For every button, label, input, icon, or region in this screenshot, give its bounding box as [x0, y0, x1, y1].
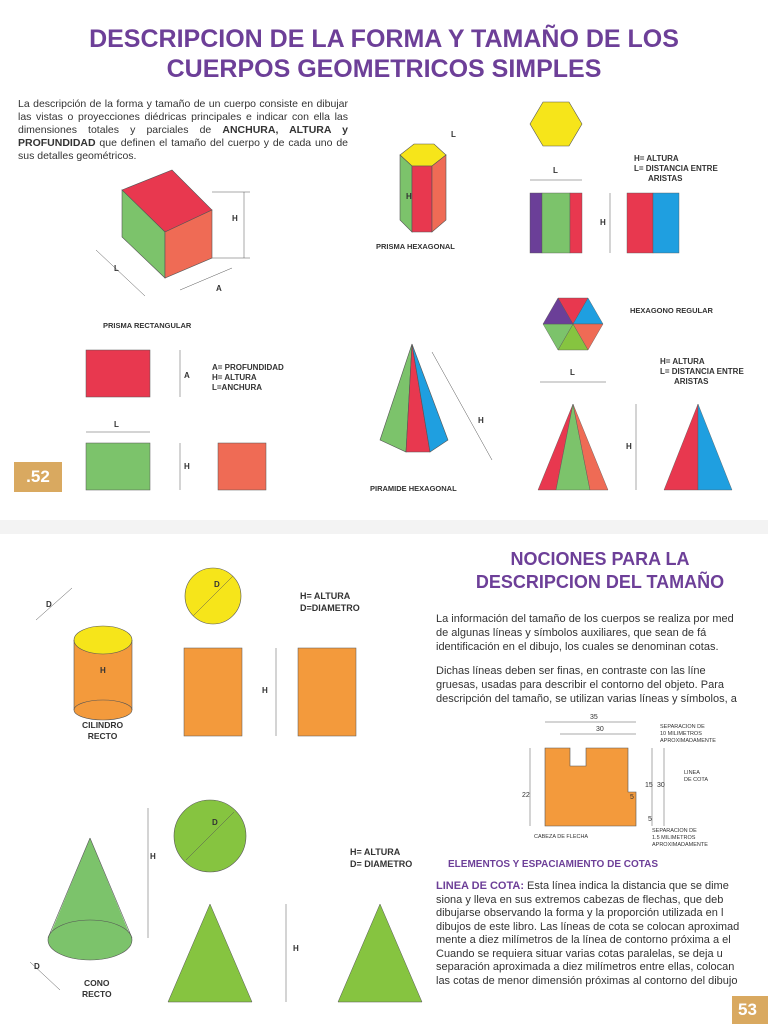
lc-line: Cuando se requiera situar varias cotas paralelas, se deja u — [436, 947, 723, 960]
lc-line: las cotas de menor dimensión próximas al contorno del dibujo — [436, 974, 738, 987]
section-title-1: NOCIONES PARA LA — [510, 549, 690, 569]
para-2 — [436, 664, 768, 706]
lc-line: Esta línea indica la distancia que se dime — [524, 880, 729, 892]
linea-cota-line: LINEA — [684, 770, 700, 776]
dim-h-rect: H — [232, 214, 238, 223]
dim-d-cone-top: D — [212, 818, 218, 827]
hex-legend-h: H= ALTURA — [634, 154, 679, 163]
pyr-legend-h: H= ALTURA — [660, 357, 705, 366]
intro-text-1: La descripción de la forma y tamaño de un cuerpo consiste en dibujar las vistas o proyecciones diédricas principales e indicar con ella las dimensiones totales y parciales de — [18, 98, 348, 136]
dim-30-side: 30 — [657, 782, 665, 789]
cone-caption — [82, 978, 112, 1000]
intro-text-2: que definen el tamaño del cuerpo y de cada uno de sus detalles geométricos. — [18, 137, 348, 162]
legend-l: L=ANCHURA — [212, 383, 262, 392]
linea-cota-label — [684, 770, 708, 784]
cone-views — [168, 800, 422, 1002]
page-divider — [0, 520, 768, 534]
intro-bold: ANCHURA, ALTURA y PROFUNDIDAD — [18, 124, 349, 149]
sep-15-label — [652, 828, 708, 849]
legend-h: H= ALTURA — [212, 373, 257, 382]
dim-d-cyl-iso: D — [46, 600, 52, 609]
cabeza-flecha-label: CABEZA DE FLECHA — [534, 834, 589, 840]
hex-prism-legend — [634, 154, 718, 184]
lc-line: separación aproximada a diez milímetros entre ellas, colocan — [436, 961, 735, 973]
pyr-legend — [660, 357, 744, 387]
lc-line: siona y lleva en sus extremos cabezas de flechas, que deb — [436, 893, 724, 906]
cyl-legend — [300, 590, 360, 614]
dim-d-cone-iso: D — [34, 962, 40, 971]
hex-pyramid-views — [538, 404, 732, 490]
sep-10-label — [660, 724, 716, 745]
linea-cota-paragraph — [436, 880, 768, 988]
section-title — [440, 548, 760, 594]
dim-h-view: H — [184, 462, 190, 471]
hex-legend-aristas: ARISTAS — [648, 174, 683, 183]
linea-cota-line: DE COTA — [684, 777, 709, 783]
dim-a-view: A — [184, 371, 190, 380]
cyl-caption-2: RECTO — [87, 731, 118, 741]
para-2-line: Dichas líneas deben ser finas, en contraste con las líne — [436, 665, 706, 677]
cyl-caption-1: CILINDRO — [82, 720, 124, 730]
dim-h-hex-view: H — [600, 218, 606, 227]
dim-30-top: 30 — [596, 726, 604, 733]
dim-h-cyl-iso: H — [100, 666, 106, 675]
dim-22: 22 — [522, 792, 530, 799]
sep15-line: SEPARACION DE — [652, 828, 697, 834]
para-1-line: La información del tamaño de los cuerpos se realiza por med — [436, 613, 734, 625]
dim-h-pyr-iso: H — [478, 416, 484, 425]
cone-legend-d: D= DIAMETRO — [350, 859, 413, 869]
pyr-legend-l: L= DISTANCIA ENTRE — [660, 367, 744, 376]
dim-5b: 5 — [648, 816, 652, 823]
hex-legend-l: L= DISTANCIA ENTRE — [634, 164, 718, 173]
cylinder-caption — [82, 720, 123, 742]
section-title-2: DESCRIPCION DEL TAMAÑO — [475, 572, 725, 592]
para-1-line: de algunas líneas y símbolos auxiliares, que sean de fá — [436, 627, 707, 639]
dim-l-rect: L — [114, 264, 119, 273]
cone-caption-2: RECTO — [82, 989, 112, 999]
dim-h-cone-view: H — [293, 944, 299, 953]
subtitle: ELEMENTOS Y ESPACIAMIENTO DE COTAS — [448, 859, 659, 870]
sep10-line: 10 MILIMETROS — [660, 731, 702, 737]
page-number-53: 53 — [732, 996, 768, 1024]
legend-a: A= PROFUNDIDAD — [212, 363, 284, 372]
rect-prism-isometric — [96, 170, 250, 296]
rect-legend — [212, 363, 284, 393]
linea-cota-heading: LINEA DE COTA: — [436, 880, 524, 892]
rect-prism-caption: PRISMA RECTANGULAR — [103, 321, 192, 330]
dim-l-hex-reg: L — [570, 368, 575, 377]
hex-pyramid-caption: PIRAMIDE HEXAGONAL — [370, 484, 457, 493]
hex-regular-caption: HEXAGONO REGULAR — [630, 306, 713, 315]
sep10-line: APROXIMADAMENTE — [660, 738, 716, 744]
hex-prism-caption: PRISMA HEXAGONAL — [376, 242, 455, 251]
cyl-legend-h: H= ALTURA — [300, 591, 351, 601]
lc-line: mente a diez milímetros de la línea de contorno próxima a el — [436, 934, 731, 946]
dim-15: 15 — [645, 782, 653, 789]
para-1 — [436, 612, 768, 654]
dim-h-cyl-view: H — [262, 686, 268, 695]
dim-h-hex-iso: H — [406, 192, 412, 201]
title-line-1: DESCRIPCION DE LA FORMA Y TAMAÑO DE LOS — [89, 25, 679, 53]
dim-l-view: L — [114, 420, 119, 429]
para-2-line: descripción del tamaño, se utilizan varias líneas y símbolos, a — [436, 693, 737, 705]
dim-l-hex-iso: L — [451, 130, 456, 139]
dim-h-cone-iso: H — [150, 852, 156, 861]
cyl-legend-d: D=DIAMETRO — [300, 603, 360, 613]
cone-legend — [350, 846, 412, 870]
dim-35: 35 — [590, 714, 598, 721]
hex-prism-isometric — [400, 144, 446, 232]
lc-line: dibujarse observando la forma y la proporción utilizada en l — [436, 907, 724, 919]
dim-5a: 5 — [630, 794, 634, 801]
pyr-legend-aristas: ARISTAS — [674, 377, 709, 386]
dim-l-hex-top: L — [553, 166, 558, 175]
dim-a-rect: A — [216, 284, 222, 293]
cone-legend-h: H= ALTURA — [350, 847, 401, 857]
title-line-2: CUERPOS GEOMETRICOS SIMPLES — [166, 55, 602, 83]
dimension-diagram — [530, 722, 664, 826]
cone-isometric — [30, 808, 148, 990]
sep15-line: 1.5 MILIMETROS — [652, 835, 696, 841]
page-number-52: .52 — [14, 462, 62, 492]
dim-h-pyr-view: H — [626, 442, 632, 451]
cone-caption-1: CONO — [84, 978, 110, 988]
sep10-line: SEPARACION DE — [660, 724, 705, 730]
para-2-line: gruesas, usadas para describir el contorno del objeto. Para — [436, 679, 725, 691]
dim-d-cyl-top: D — [214, 580, 220, 589]
para-1-line: identificación en el dibujo, los cuales se denominan cotas. — [436, 641, 719, 653]
hex-pyramid-isometric — [380, 344, 492, 460]
sep15-line: APROXIMADAMENTE — [652, 842, 708, 848]
lc-line: dibujos de este libro. Las líneas de cota se colocan aproximad — [436, 920, 740, 933]
